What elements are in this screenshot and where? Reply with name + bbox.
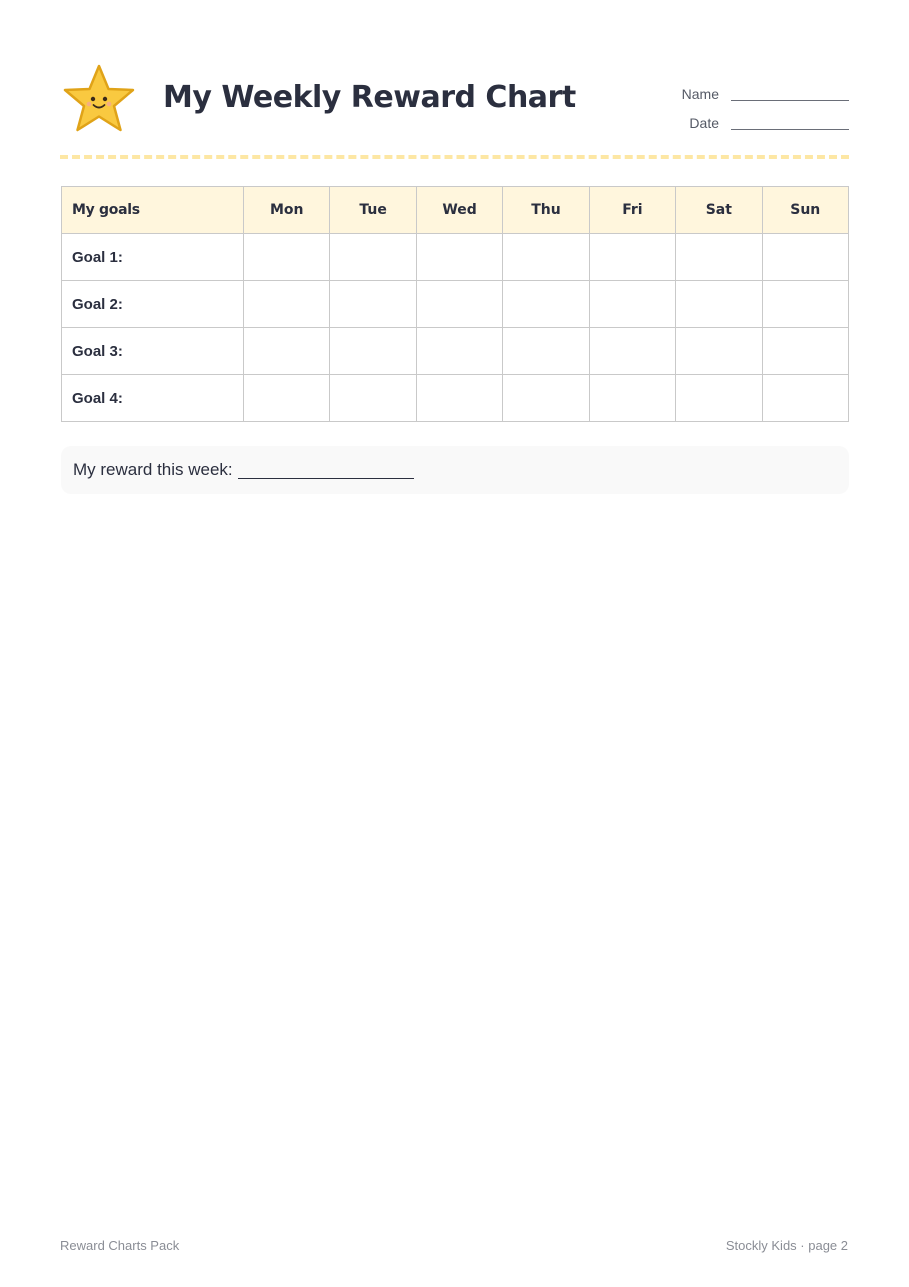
day-header-sun: Sun	[762, 187, 848, 234]
goal-label: Goal 4:	[62, 375, 244, 422]
check-cell[interactable]	[676, 281, 762, 328]
name-date-fields	[619, 74, 849, 132]
reward-box	[61, 446, 849, 494]
dashed-divider	[60, 155, 849, 159]
day-header-fri: Fri	[589, 187, 675, 234]
check-cell[interactable]	[244, 375, 330, 422]
check-cell[interactable]	[762, 375, 848, 422]
check-cell[interactable]	[762, 281, 848, 328]
check-cell[interactable]	[589, 234, 675, 281]
name-row	[619, 74, 849, 103]
check-cell[interactable]	[416, 234, 502, 281]
goal-label: Goal 1:	[62, 234, 244, 281]
day-header-thu: Thu	[503, 187, 589, 234]
page-header	[60, 60, 849, 140]
footer-right: Stockly Kids · page 2	[725, 1238, 848, 1253]
star-icon	[63, 64, 135, 134]
check-cell[interactable]	[762, 234, 848, 281]
check-cell[interactable]	[330, 375, 416, 422]
check-cell[interactable]	[503, 375, 589, 422]
name-label: Name	[681, 86, 719, 102]
goal-table	[61, 186, 849, 422]
day-header-mon: Mon	[244, 187, 330, 234]
date-label: Date	[689, 115, 719, 131]
check-cell[interactable]	[244, 328, 330, 375]
check-cell[interactable]	[416, 375, 502, 422]
check-cell[interactable]	[503, 328, 589, 375]
check-cell[interactable]	[676, 234, 762, 281]
day-header-wed: Wed	[416, 187, 502, 234]
check-cell[interactable]	[416, 328, 502, 375]
check-cell[interactable]	[330, 234, 416, 281]
table-row	[62, 375, 849, 422]
reward-label: My reward this week:	[73, 460, 233, 479]
goals-column-header: My goals	[62, 187, 244, 234]
reward-line[interactable]	[238, 462, 414, 479]
goal-label: Goal 3:	[62, 328, 244, 375]
check-cell[interactable]	[589, 328, 675, 375]
check-cell[interactable]	[244, 234, 330, 281]
table-row	[62, 234, 849, 281]
day-header-tue: Tue	[330, 187, 416, 234]
table-header-row	[62, 187, 849, 234]
check-cell[interactable]	[589, 375, 675, 422]
check-cell[interactable]	[503, 281, 589, 328]
check-cell[interactable]	[503, 234, 589, 281]
page-title: My Weekly Reward Chart	[163, 80, 576, 115]
check-cell[interactable]	[762, 328, 848, 375]
date-row	[619, 103, 849, 132]
goal-label: Goal 2:	[62, 281, 244, 328]
check-cell[interactable]	[676, 328, 762, 375]
day-header-sat: Sat	[676, 187, 762, 234]
check-cell[interactable]	[589, 281, 675, 328]
check-cell[interactable]	[416, 281, 502, 328]
name-line[interactable]	[731, 85, 849, 101]
check-cell[interactable]	[244, 281, 330, 328]
date-line[interactable]	[731, 114, 849, 130]
table-row	[62, 281, 849, 328]
check-cell[interactable]	[330, 281, 416, 328]
check-cell[interactable]	[330, 328, 416, 375]
table-row	[62, 328, 849, 375]
check-cell[interactable]	[676, 375, 762, 422]
footer-left: Reward Charts Pack	[60, 1238, 180, 1253]
